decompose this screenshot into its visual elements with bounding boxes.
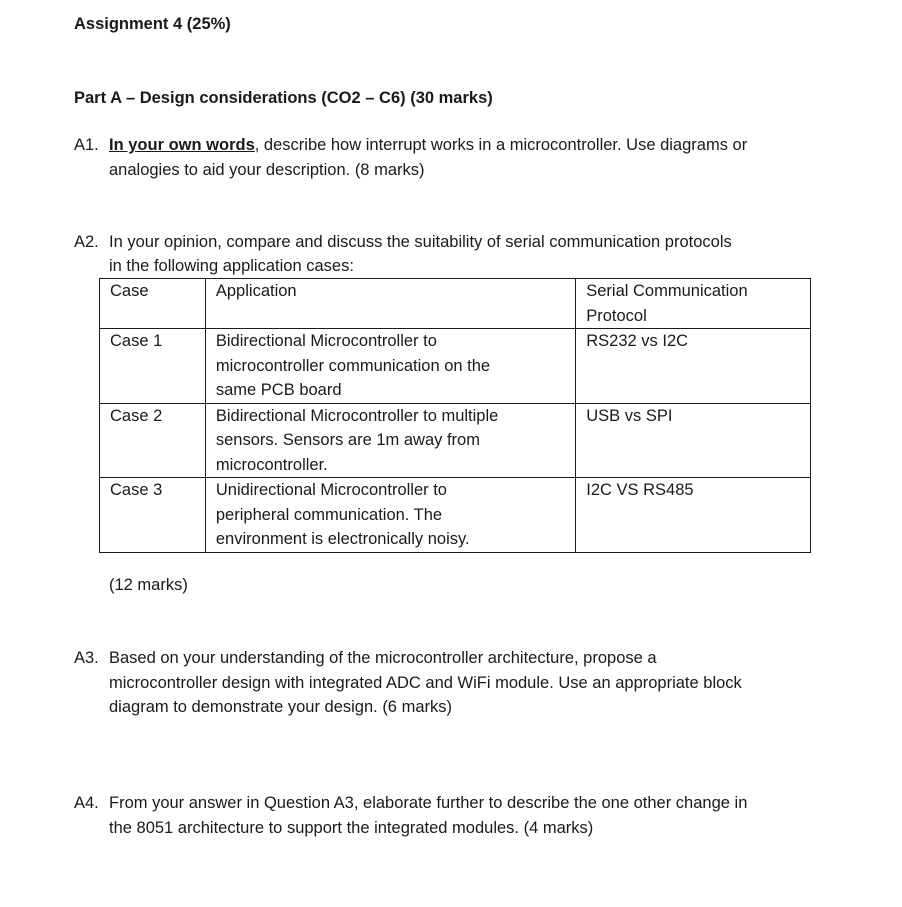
header-protocol (576, 279, 811, 329)
question-marks: (12 marks) (109, 576, 188, 594)
protocol-comparison-table (99, 278, 811, 553)
application-line: microcontroller communication on the (215, 356, 491, 375)
cell-protocol: I2C VS RS485 (576, 478, 811, 553)
emphasis-text: In your own words (109, 136, 255, 154)
header-protocol-line: Serial Communication (586, 282, 748, 300)
application-line: peripheral communication. The (215, 505, 443, 524)
question-number: A4. (74, 794, 99, 812)
question-text (109, 230, 821, 278)
cell-case: Case 3 (100, 478, 206, 553)
application-line: Unidirectional Microcontroller to (215, 481, 447, 499)
cell-case: Case 1 (100, 329, 206, 404)
cell-protocol: RS232 vs I2C (576, 329, 811, 404)
question-line (109, 133, 821, 158)
cell-application (205, 329, 575, 404)
question-line: analogies to aid your description. (8 marks) (109, 160, 425, 179)
table-row (100, 329, 811, 404)
application-line: environment is electronically noisy. (215, 530, 470, 548)
table-row (100, 478, 811, 553)
question-text (109, 791, 821, 840)
question-number: A2. (74, 233, 99, 251)
part-a-title: Part A – Design considerations (CO2 – C6) (30 marks) (74, 89, 493, 107)
question-line: microcontroller design with integrated ADC and WiFi module. Use an appropriate block (109, 673, 742, 692)
question-line: From your answer in Question A3, elaborate further to describe the one other change in (109, 794, 748, 812)
table-row (100, 403, 811, 478)
cell-protocol: USB vs SPI (576, 403, 811, 478)
question-line: the 8051 architecture to support the integrated modules. (4 marks) (109, 818, 594, 837)
header-application: Application (205, 279, 575, 329)
question-text (109, 646, 821, 720)
application-line: sensors. Sensors are 1m away from (215, 431, 480, 449)
table-header-row (100, 279, 811, 329)
header-case: Case (100, 279, 206, 329)
question-number: A3. (74, 649, 99, 667)
question-line-rest: , describe how interrupt works in a microcontroller. Use diagrams or (254, 136, 748, 154)
application-line: microcontroller. (215, 455, 328, 474)
question-text (109, 133, 821, 182)
assignment-title: Assignment 4 (25%) (74, 15, 231, 33)
cell-case: Case 2 (100, 403, 206, 478)
question-line: in the following application cases: (109, 256, 354, 275)
application-line: same PCB board (215, 381, 342, 399)
cell-application (205, 403, 575, 478)
question-line: diagram to demonstrate your design. (6 marks) (109, 698, 452, 716)
question-number: A1. (74, 136, 99, 154)
header-protocol-line: Protocol (586, 306, 647, 325)
application-line: Bidirectional Microcontroller to multiple (215, 406, 499, 425)
question-line: Based on your understanding of the microcontroller architecture, propose a (109, 649, 657, 667)
application-line: Bidirectional Microcontroller to (215, 332, 437, 350)
question-line: In your opinion, compare and discuss the suitability of serial communication protocols (109, 233, 732, 251)
cell-application (205, 478, 575, 553)
